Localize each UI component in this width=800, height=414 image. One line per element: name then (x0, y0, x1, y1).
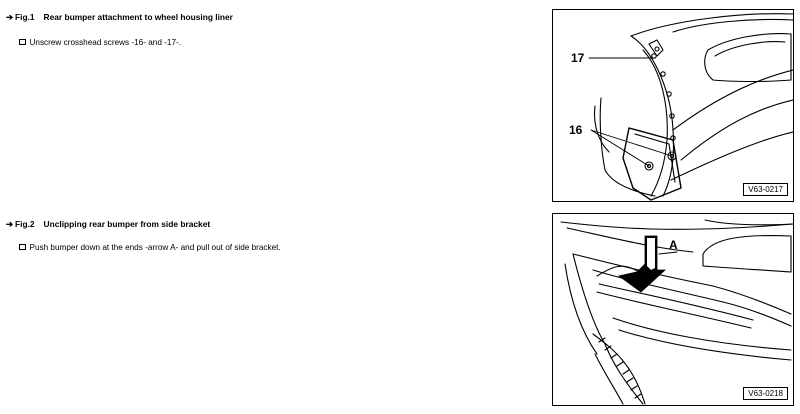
fig2-heading (6, 219, 210, 229)
fig1-title: Rear bumper attachment to wheel housing liner (43, 12, 233, 22)
callout-16: 16 (569, 123, 583, 137)
fig2-image-code: V63-0218 (743, 387, 788, 400)
fig1-drawing (553, 10, 793, 201)
fig2-title: Unclipping rear bumper from side bracket (43, 219, 211, 229)
arrow-right-icon: ➔ (6, 12, 14, 22)
arrow-right-icon: ➔ (6, 219, 14, 229)
fig1-step (19, 38, 181, 47)
fig1-image-code: V63-0217 (743, 183, 788, 196)
fig1-heading (6, 12, 233, 22)
fig1-step-text: Unscrew crosshead screws -16- and -17-. (29, 38, 182, 47)
fig2-number: Fig.2 (15, 219, 35, 229)
callout-17: 17 (571, 51, 585, 65)
fig1-number: Fig.1 (15, 12, 35, 22)
checkbox-bullet-icon (19, 244, 26, 251)
fig2-step-text: Push bumper down at the ends -arrow A- and pull out of side bracket. (29, 243, 281, 252)
fig1-illustration (552, 9, 794, 202)
checkbox-bullet-icon (19, 39, 26, 46)
fig2-illustration (552, 213, 794, 406)
callout-a: A (669, 238, 678, 252)
fig2-step (19, 243, 281, 252)
